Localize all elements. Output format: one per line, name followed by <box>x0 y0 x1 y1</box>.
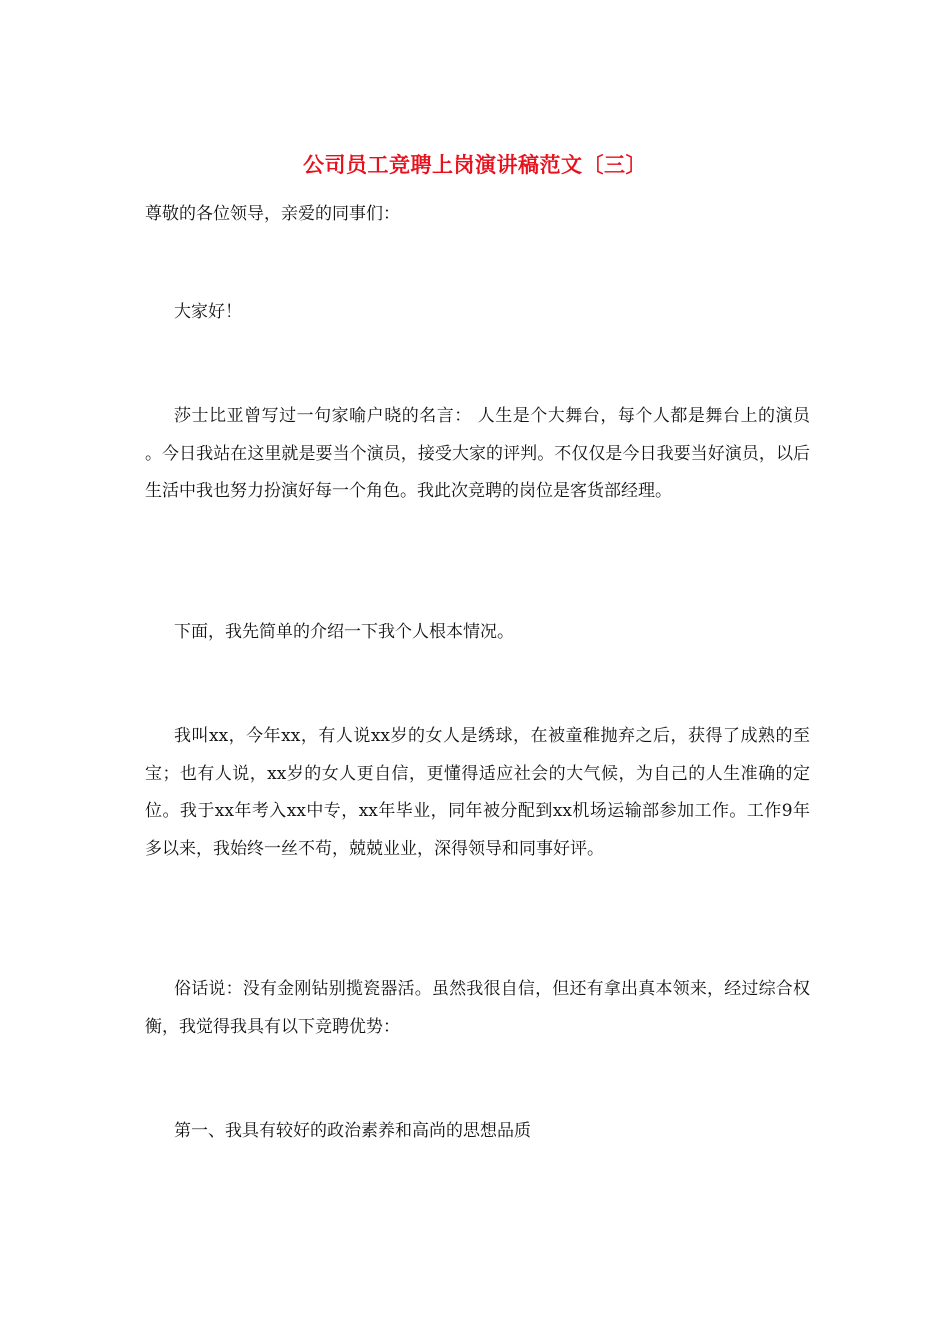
paragraph-first-point: 第一、我具有较好的政治素养和高尚的思想品质 <box>174 1121 531 1141</box>
paragraph-shakespeare: 莎士比亚曾写过一句家喻户晓的名言： 人生是个大舞台，每个人都是舞台上的演员 。今日我站在这里就是要当个演员，接受大家的评判。不仅仅是今日我要当好演员，以后生活中我也努力扮演好每一个角色。我此次竞聘的岗位是客货部经理。 <box>145 406 810 501</box>
paragraph-introduction: 下面，我先简单的介绍一下我个人根本情况。 <box>174 622 514 642</box>
paragraph-advantages: 俗话说：没有金刚钻别揽瓷器活。虽然我很自信，但还有拿出真本领来，经过综合权衡，我觉得我具有以下竞聘优势： <box>145 979 810 1037</box>
document-title: 公司员工竞聘上岗演讲稿范文〔三〕 <box>303 152 647 177</box>
paragraph-greeting: 大家好！ <box>174 302 242 322</box>
salutation: 尊敬的各位领导，亲爱的同事们： <box>145 204 400 224</box>
paragraph-personal-info: 我叫xx，今年xx，有人说xx岁的女人是绣球，在被童稚抛弃之后，获得了成熟的至宝；也有人说，xx岁的女人更自信，更懂得适应社会的大气候，为自己的人生准确的定位。我于xx年考入xx中专，xx年毕业，同年被分配到xx机场运输部参加工作。工作9年多以来，我始终一丝不苟，兢兢业业，深得领导和同事好评。 <box>145 726 810 859</box>
